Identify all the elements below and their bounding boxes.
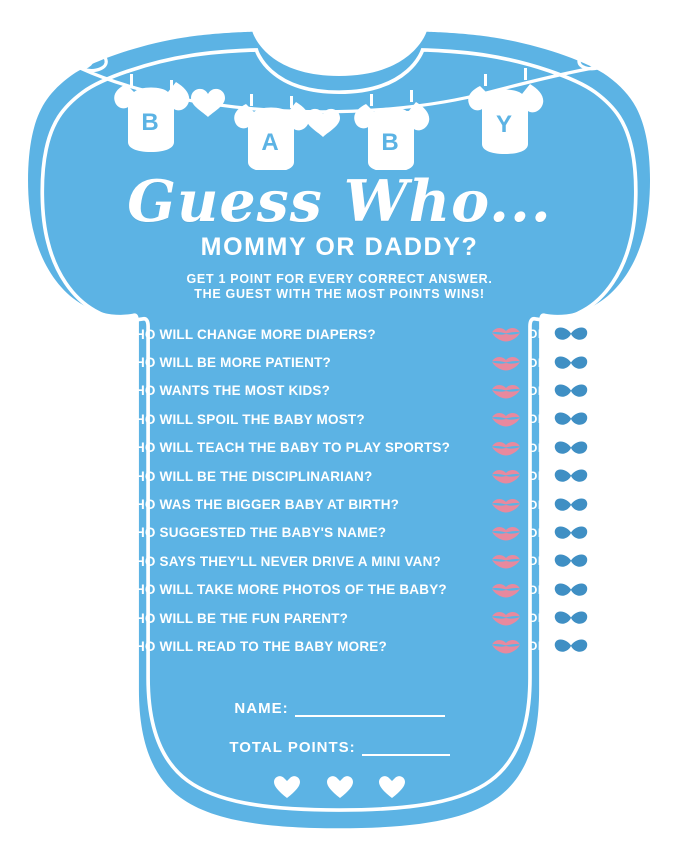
lips-icon[interactable] [491, 468, 521, 484]
question-row [88, 490, 588, 518]
name-input[interactable] [295, 702, 445, 717]
question-row [88, 405, 588, 433]
question-number: 3. [102, 383, 114, 399]
bow-icon [76, 48, 106, 70]
lips-icon[interactable] [491, 326, 521, 342]
lips-icon[interactable] [491, 383, 521, 399]
question-number: 12. [94, 638, 114, 654]
clothespin-icon [410, 90, 413, 102]
question-number: 11. [95, 610, 114, 626]
question-number: 2. [102, 355, 114, 371]
banner-onesie-1 [114, 74, 189, 152]
mustache-icon[interactable] [554, 326, 588, 342]
question-text: WHO WILL CHANGE MORE DIAPERS? [122, 326, 376, 342]
or-label: OR [528, 639, 547, 654]
question-text: WHO WILL SPOIL THE BABY MOST? [122, 411, 365, 427]
total-points-label: TOTAL POINTS: [229, 739, 356, 756]
or-label: OR [528, 554, 547, 569]
or-label: OR [528, 383, 547, 398]
lips-icon[interactable] [491, 610, 521, 626]
lips-icon[interactable] [491, 440, 521, 456]
mustache-icon[interactable] [554, 355, 588, 371]
question-text: WHO WILL TAKE MORE PHOTOS OF THE BABY? [122, 582, 447, 598]
bow-icon [579, 46, 607, 68]
question-number: 5. [102, 440, 114, 456]
question-text: WHO SAYS THEY'LL NEVER DRIVE A MINI VAN? [122, 553, 441, 569]
clothespin-icon [370, 94, 373, 106]
answer-options [491, 547, 588, 575]
clothespin-icon [130, 74, 133, 86]
question-row [88, 348, 588, 376]
question-number: 7. [102, 497, 114, 513]
name-field[interactable] [0, 700, 679, 717]
answer-options [491, 320, 588, 348]
question-text: WHO WAS THE BIGGER BABY AT BIRTH? [122, 497, 400, 513]
answer-options [491, 519, 588, 547]
baby-bunting-banner [70, 40, 615, 170]
question-row [88, 519, 588, 547]
lips-icon[interactable] [491, 582, 521, 598]
clothespin-icon [250, 94, 253, 106]
or-label: OR [528, 412, 547, 427]
question-text: WHO WILL BE THE DISCIPLINARIAN? [122, 468, 373, 484]
clothespin-icon [524, 68, 527, 80]
question-text: WHO WANTS THE MOST KIDS? [122, 383, 331, 399]
lips-icon[interactable] [491, 497, 521, 513]
mustache-icon[interactable] [554, 411, 588, 427]
clothespin-icon [290, 96, 293, 108]
question-row [88, 576, 588, 604]
or-label: OR [528, 327, 547, 342]
question-row [88, 377, 588, 405]
lips-icon[interactable] [491, 553, 521, 569]
question-row [88, 632, 588, 660]
banner-letter: B [381, 129, 399, 156]
mustache-icon[interactable] [554, 553, 588, 569]
question-text: WHO WILL BE THE FUN PARENT? [122, 610, 349, 626]
mustache-icon[interactable] [554, 468, 588, 484]
question-text: WHO WILL READ TO THE BABY MORE? [122, 638, 387, 654]
banner-letter: Y [495, 111, 513, 138]
question-number: 6. [102, 468, 114, 484]
answer-options [491, 348, 588, 376]
answer-options [491, 434, 588, 462]
bottom-hearts [0, 775, 679, 804]
mustache-icon[interactable] [554, 383, 588, 399]
answer-options [491, 576, 588, 604]
mustache-icon[interactable] [554, 497, 588, 513]
instructions [0, 272, 679, 302]
mustache-icon[interactable] [554, 582, 588, 598]
instructions-line-2: THE GUEST WITH THE MOST POINTS WINS! [194, 287, 485, 301]
question-number: 1. [102, 326, 114, 342]
mustache-icon[interactable] [554, 638, 588, 654]
banner-onesie-3 [354, 90, 429, 170]
mustache-icon[interactable] [554, 525, 588, 541]
banner-letter: A [261, 129, 279, 156]
question-row [88, 604, 588, 632]
instructions-line-1: GET 1 POINT FOR EVERY CORRECT ANSWER. [186, 272, 493, 286]
or-label: OR [528, 469, 547, 484]
page-subtitle: MOMMY OR DADDY? [200, 233, 479, 261]
or-label: OR [528, 611, 547, 626]
lips-icon[interactable] [491, 355, 521, 371]
answer-options [491, 377, 588, 405]
question-number: 8. [102, 525, 114, 541]
banner-onesie-2 [234, 94, 309, 170]
total-points-input[interactable] [362, 741, 450, 756]
answer-options [491, 490, 588, 518]
question-row [88, 547, 588, 575]
answer-options [491, 462, 588, 490]
question-number: 9. [102, 553, 114, 569]
lips-icon[interactable] [491, 525, 521, 541]
footer-fields [0, 700, 679, 778]
or-label: OR [528, 497, 547, 512]
mustache-icon[interactable] [554, 610, 588, 626]
question-row [88, 462, 588, 490]
or-label: OR [528, 440, 547, 455]
question-row [88, 320, 588, 348]
answer-options [491, 632, 588, 660]
questions-list [88, 320, 588, 661]
lips-icon[interactable] [491, 638, 521, 654]
question-number: 4. [102, 411, 114, 427]
or-label: OR [528, 582, 547, 597]
answer-options [491, 405, 588, 433]
or-label: OR [528, 355, 547, 370]
question-text: WHO WILL BE MORE PATIENT? [122, 355, 331, 371]
mustache-icon[interactable] [554, 440, 588, 456]
answer-options [491, 604, 588, 632]
heart-icon [327, 775, 353, 799]
heart-icon [274, 775, 300, 799]
question-row [88, 434, 588, 462]
clothespin-icon [484, 74, 487, 86]
total-points-field[interactable] [0, 739, 679, 756]
or-label: OR [528, 525, 547, 540]
name-label: NAME: [234, 700, 289, 717]
question-number: 10. [94, 582, 114, 598]
lips-icon[interactable] [491, 411, 521, 427]
page-title: Guess Who... [127, 168, 552, 235]
banner-letter: B [141, 109, 159, 136]
question-text: WHO SUGGESTED THE BABY'S NAME? [122, 525, 387, 541]
heart-icon [379, 775, 405, 799]
question-text: WHO WILL TEACH THE BABY TO PLAY SPORTS? [122, 440, 451, 456]
